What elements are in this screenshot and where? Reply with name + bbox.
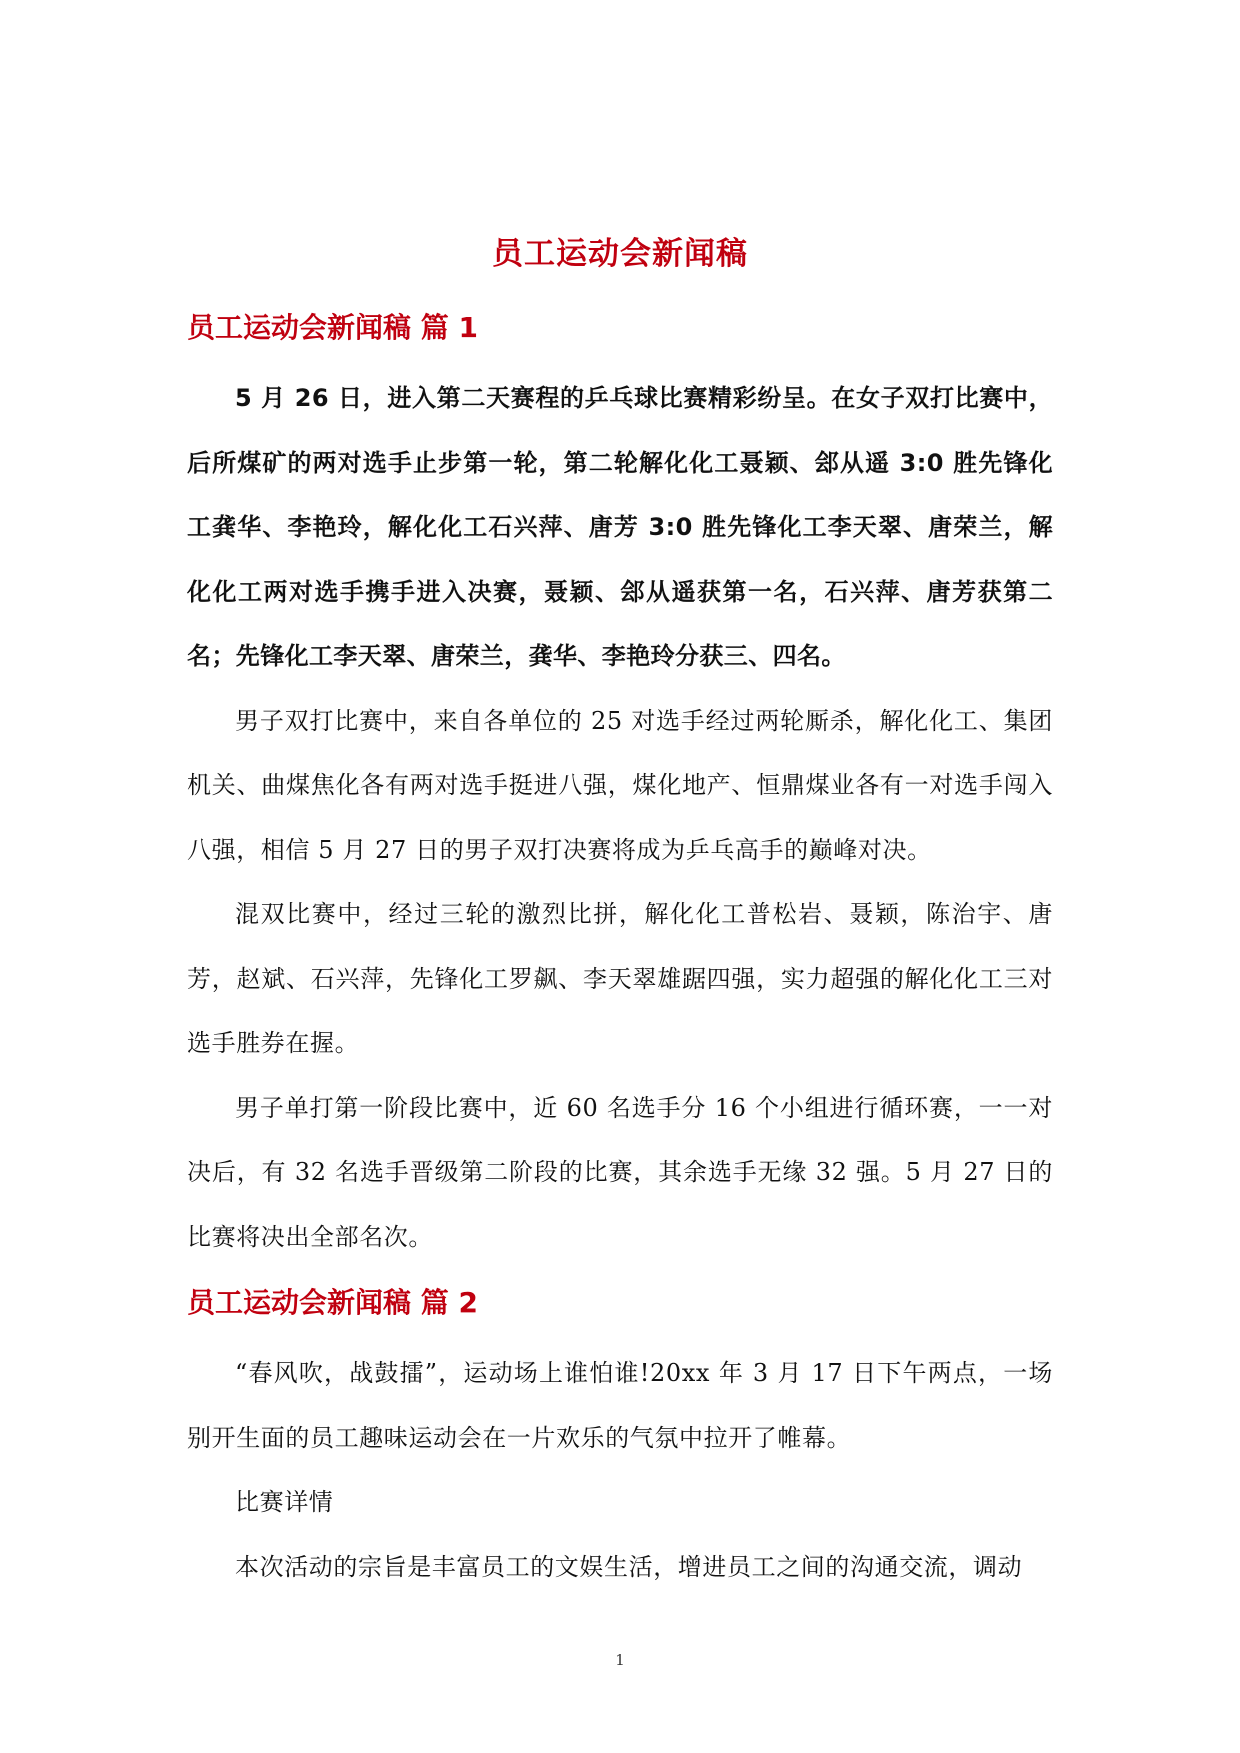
paragraph-subheading-details: 比赛详情 — [235, 1488, 334, 1516]
section-2-body — [187, 1341, 1053, 1599]
paragraph-women-doubles: 5 月 26 日，进入第二天赛程的乒乓球比赛精彩纷呈。在女子双打比赛中，后所煤矿的两对选手止步第一轮，第二轮解化化工聂颖、郐从遥 3:0 胜先锋化工龚华、李艳玲，解化化工石兴萍、唐芳 3:0 胜先锋化工李天翠、唐荣兰，解化化工两对选手携手进入决赛，聂颖、郐从遥获第一名，石兴萍、唐芳获第二名；先锋化工李天翠、唐荣兰，龚华、李艳玲分获三、四名。 — [187, 384, 1053, 670]
paragraph-men-doubles: 男子双打比赛中，来自各单位的 25 对选手经过两轮厮杀，解化化工、集团机关、曲煤焦化各有两对选手挺进八强，煤化地产、恒鼎煤业各有一对选手闯入八强，相信 5 月 27 日的男子双打决赛将成为乒乓高手的巅峰对决。 — [187, 706, 1053, 864]
paragraph-purpose: 本次活动的宗旨是丰富员工的文娱生活，增进员工之间的沟通交流，调动 — [235, 1552, 1023, 1581]
section-heading-2: 员工运动会新闻稿 篇 2 — [187, 1286, 478, 1319]
section-heading-1: 员工运动会新闻稿 篇 1 — [187, 311, 478, 344]
section-1-body — [187, 366, 1053, 1269]
document-title: 员工运动会新闻稿 — [492, 236, 748, 272]
page-number: 1 — [615, 1651, 625, 1669]
paragraph-mixed-doubles: 混双比赛中，经过三轮的激烈比拼，解化化工普松岩、聂颖，陈治宇、唐芳，赵斌、石兴萍，先锋化工罗飙、李天翠雄踞四强，实力超强的解化化工三对选手胜券在握。 — [187, 900, 1053, 1057]
paragraph-men-singles: 男子单打第一阶段比赛中，近 60 名选手分 16 个小组进行循环赛，一一对决后，有 32 名选手晋级第二阶段的比赛，其余选手无缘 32 强。5 月 27 日的比赛将决出全部名次。 — [187, 1093, 1053, 1251]
paragraph-intro: “春风吹，战鼓擂”，运动场上谁怕谁!20xx 年 3 月 17 日下午两点，一场别开生面的员工趣味运动会在一片欢乐的气氛中拉开了帷幕。 — [187, 1359, 1053, 1452]
